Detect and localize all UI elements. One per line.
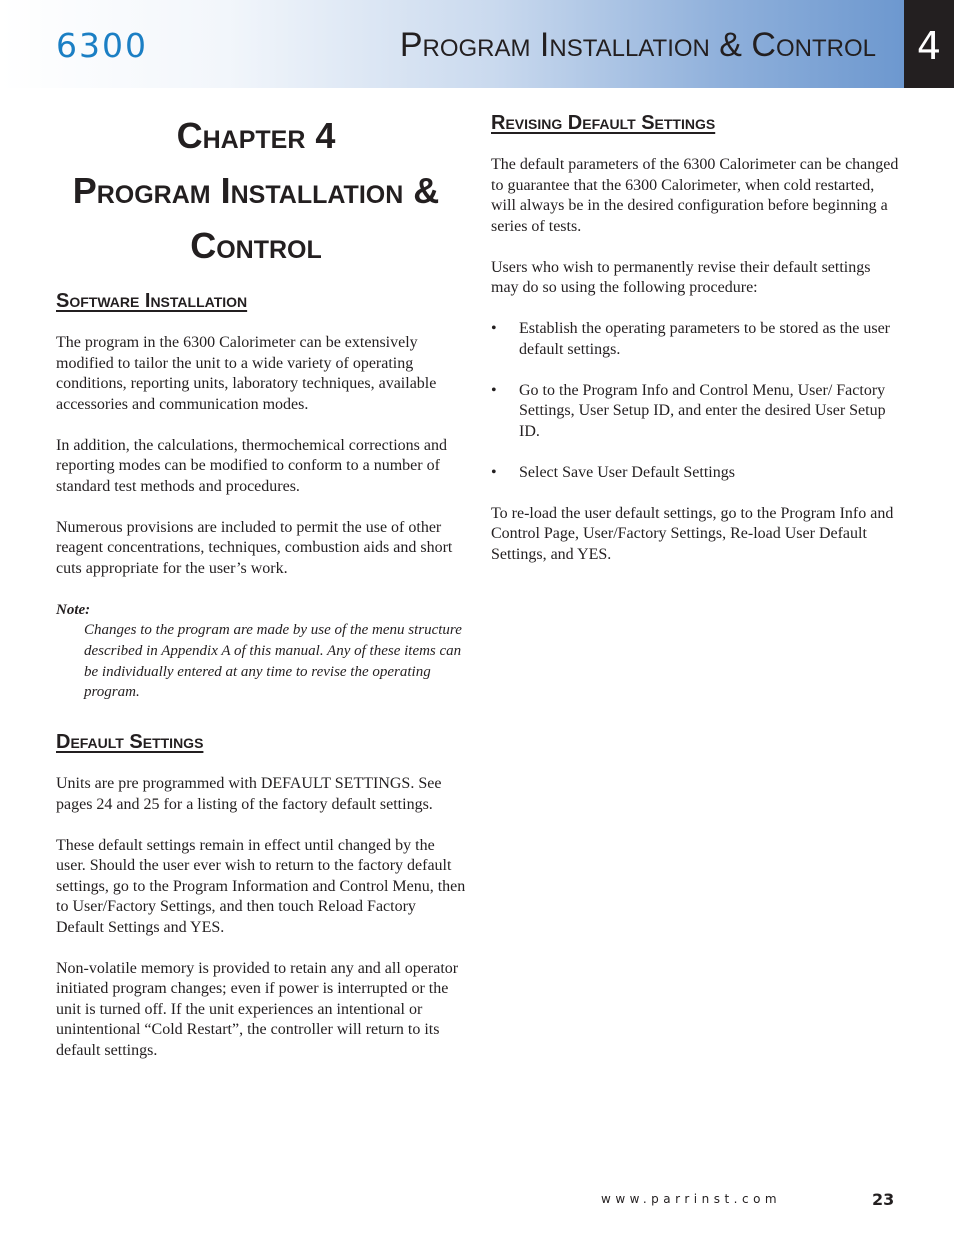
list-item <box>491 381 901 443</box>
default-settings-heading: Default Settings <box>56 731 204 754</box>
left-column <box>56 108 466 1061</box>
bullet-icon: • <box>491 381 497 399</box>
chapter-heading <box>56 108 456 273</box>
software-installation-paragraph: The program in the 6300 Calorimeter can be extensively modified to tailor the unit to a wide variety of operating conditions, reporting units, laboratory techniques, available accessories and communication modes. <box>56 334 437 413</box>
default-settings-paragraph: Non-volatile memory is provided to retain any and all operator initiated program changes; even if power is interrupted or the unit is turned off. If the unit experiences an intentional or unintentional “Cold Restart”, the controller will return to its default settings. <box>56 959 459 1059</box>
bullet-icon: • <box>491 320 497 337</box>
list-item <box>491 319 901 360</box>
revising-paragraph: The default parameters of the 6300 Calorimeter can be changed to guarantee that the 6300 Calorimeter, when cold restarted, will always be in the desired configuration before beginning a series of tests. <box>491 156 899 235</box>
header-model-number: 6300 <box>56 26 148 65</box>
software-installation-paragraph: Numerous provisions are included to permit the use of other reagent concentrations, techniques, combustion aids and short cuts appropriate for the user’s work. <box>56 518 453 577</box>
list-item-text: Go to the Program Info and Control Menu, User/ Factory Settings, User Setup ID, and enter the desired User Setup ID. <box>519 381 886 440</box>
default-settings-paragraph: These default settings remain in effect until changed by the user. Should the user ever wish to return to the factory default settings, go to the Program Information and Control Menu, then to User/Factory Settings, and then touch Reload Factory Default Settings and YES. <box>56 836 466 936</box>
chapter-heading-line-3: Control <box>190 225 322 266</box>
revising-paragraph: Users who wish to permanently revise their default settings may do so using the following procedure: <box>491 258 871 296</box>
note-label: Note: <box>56 601 91 618</box>
page-number: 23 <box>872 1190 895 1209</box>
chapter-tab: 4 <box>904 0 954 88</box>
default-settings-paragraph: Units are pre programmed with DEFAULT SETTINGS. See pages 24 and 25 for a listing of the factory default settings. <box>56 775 442 813</box>
revising-closing-paragraph: To re-load the user default settings, go to the Program Info and Control Page, User/Factory Settings, Re-load User Default Settings, and YES. <box>491 504 894 563</box>
note-text: Changes to the program are made by use of the menu structure described in Appendix A of this manual. Any of these items can be individually entered at any time to revise the operating program. <box>84 622 462 701</box>
software-installation-paragraph: In addition, the calculations, thermochemical corrections and reporting modes can be modified to conform to a number of standard test methods and procedures. <box>56 436 447 495</box>
procedure-list <box>491 319 901 483</box>
list-item <box>491 463 901 484</box>
chapter-heading-line-2: Program Installation & <box>72 170 440 211</box>
software-installation-heading: Software Installation <box>56 290 248 312</box>
list-item-text: Select Save User Default Settings <box>519 463 735 481</box>
header-title: Program Installation & Control <box>399 26 876 64</box>
chapter-heading-line-1: Chapter 4 <box>176 115 336 156</box>
bullet-icon: • <box>491 463 497 481</box>
revising-default-settings-heading: Revising Default Settings <box>491 112 716 134</box>
list-item-text: Establish the operating parameters to be stored as the user default settings. <box>519 320 890 358</box>
right-column <box>491 112 901 565</box>
footer-url[interactable]: www.parrinst.com <box>601 1192 782 1206</box>
